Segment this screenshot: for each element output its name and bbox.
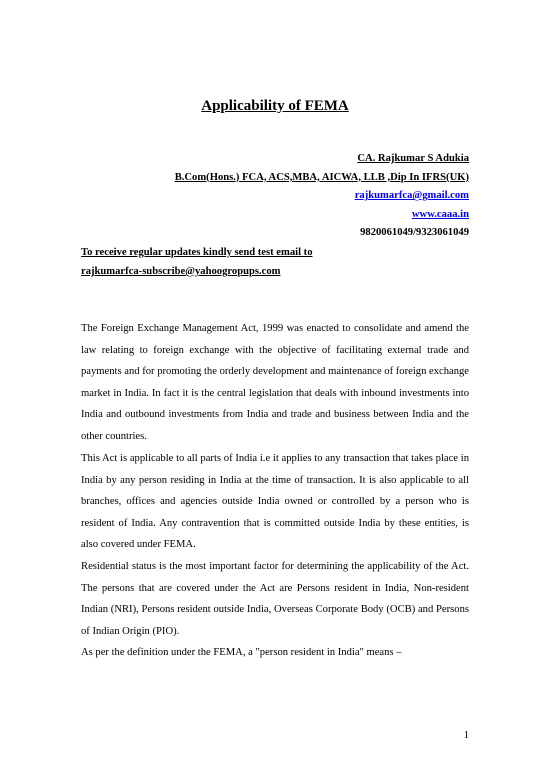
subscribe-email: rajkumarfca-subscribe@yahoogropups.com — [81, 265, 281, 277]
author-qualifications: B.Com(Hons.) FCA, ACS,MBA, AICWA, LLB ,Dip In IFRS(UK) — [174, 171, 469, 183]
author-name: CA. Rajkumar S Adukia — [357, 153, 469, 164]
author-email-link[interactable]: rajkumarfca@gmail.com — [354, 190, 469, 202]
subscribe-notice — [81, 244, 313, 281]
subscribe-line-1: To receive regular updates kindly send test email to — [81, 247, 313, 258]
page-number: 1 — [463, 730, 469, 741]
body-paragraph-1: The Foreign Exchange Management Act, 1999 was enacted to consolidate and amend the law relating to foreign exchange with the objective of facilitating external trade and payments and for promoting the orderly development and maintenance of foreign exchange market in India. In fact it is the central legislation that deals with inbound investments into India and outbound investments from India and trade and business between India and the other countries. — [81, 323, 470, 442]
body-paragraph-3: Residential status is the most important factor for determining the applicability of the Act. The persons that are covered under the Act are Persons resident in India, Non-resident Indian (NRI), Persons resident outside India, Overseas Corporate Body (OCB) and Persons of Indian Origin (PIO). — [81, 561, 469, 637]
document-title: Applicability of FEMA — [201, 98, 349, 114]
author-block — [175, 150, 469, 243]
author-website-link[interactable]: www.caaa.in — [411, 208, 469, 220]
author-phone: 9820061049/9323061049 — [360, 227, 469, 239]
body-paragraph-4: As per the definition under the FEMA, a "person resident in India" means – — [81, 647, 402, 658]
body-paragraph-2: This Act is applicable to all parts of India i.e it applies to any transaction that takes place in India by any person residing in India at the time of transaction. It is also applicable to all branches, offices and agencies outside India owned or controlled by a person who is resident of India. Any contravention that is committed outside India by these entities, is also covered under FEMA. — [81, 453, 469, 551]
